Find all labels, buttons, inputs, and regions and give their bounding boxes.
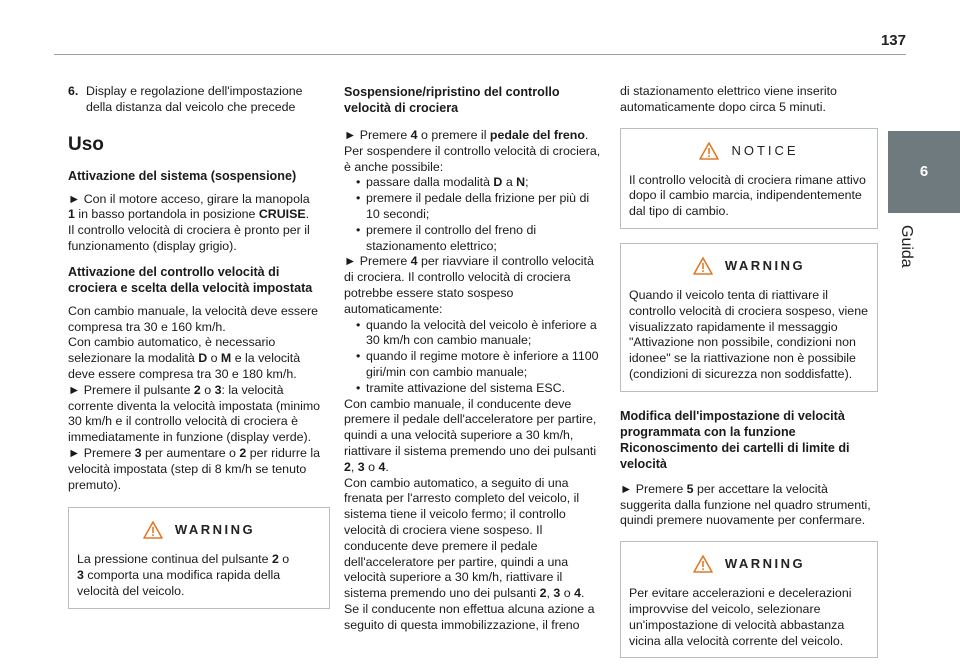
- text: e la velocità deve essere compresa tra 30 e 180 km/h.: [68, 351, 301, 381]
- text: ► Premere il pulsante: [68, 382, 194, 397]
- heading-modify-speed: Modifica dell'impostazione di velocità programmata con la funzione Riconoscimento dei cartelli di limite di velocità: [620, 408, 850, 471]
- button-ref: 2: [344, 459, 351, 474]
- text: .: [385, 459, 389, 474]
- paragraph: [68, 335, 330, 382]
- text: ,: [546, 586, 554, 601]
- text: o: [278, 552, 290, 567]
- button-ref: 4: [574, 586, 582, 601]
- column-1: [68, 84, 330, 623]
- paragraph: [620, 482, 878, 529]
- warning-triangle-icon: [693, 555, 713, 573]
- mode-ref: N: [516, 175, 526, 190]
- text: ;: [525, 175, 529, 190]
- text: Il controllo velocità di crociera è pronto per il funzionamento (display grigio).: [68, 223, 310, 253]
- header-rule: [54, 54, 906, 55]
- section-title: Uso: [68, 133, 104, 155]
- list-item: • tramite attivazione del sistema ESC.: [356, 381, 606, 397]
- button-ref: 4: [378, 459, 386, 474]
- warning-triangle-icon: [693, 257, 713, 275]
- text: o: [560, 586, 575, 601]
- text: Con cambio manuale, il conducente deve premere il pedale dell'acceleratore per partire, quindi a una velocità superiore a 30 km/h, riattivare il sistema premendo uno dei pulsanti: [344, 396, 597, 458]
- notice-text: Il controllo velocità di crociera rimane attivo dopo il cambio marcia, indipendentemente dal tipo di cambio.: [629, 172, 866, 219]
- warning-triangle-icon: [143, 521, 163, 539]
- text: ► Con il motore acceso, girare la manopola: [68, 191, 310, 206]
- warning-header: [77, 518, 321, 542]
- text: o premere il: [417, 128, 490, 142]
- mode-ref: CRUISE: [258, 207, 306, 222]
- paragraph: Per sospendere il controllo velocità di crociera, è anche possibile:: [344, 143, 601, 174]
- text: o: [207, 351, 221, 366]
- warning-title: WARNING: [174, 522, 256, 538]
- paragraph: [344, 476, 606, 602]
- text: per riavviare il controllo velocità di crociera. Il controllo velocità di crociera potrebbe essere stato sospeso automaticamente:: [344, 254, 594, 316]
- pedal-ref: pedale del freno: [489, 128, 585, 142]
- paragraph: Con cambio manuale, la velocità deve essere compresa tra 30 e 160 km/h.: [68, 303, 319, 334]
- text: o: [364, 459, 379, 474]
- warning-header: [629, 254, 869, 278]
- paragraph: [68, 383, 330, 446]
- chapter-label: Guida: [898, 225, 915, 268]
- paragraph: [344, 397, 606, 476]
- text: ► Premere: [68, 445, 135, 460]
- button-ref: 1: [68, 207, 75, 222]
- list-item: • premere il pedale della frizione per più di 10 secondi;: [356, 191, 606, 223]
- heading-suspend-resume: Sospensione/ripristino del controllo velocità di crociera: [344, 85, 560, 115]
- warning-box: [68, 507, 330, 608]
- text: Con cambio automatico, è necessario selezionare la modalità: [68, 335, 276, 366]
- text: o: [200, 382, 215, 397]
- button-ref: 2: [539, 586, 547, 601]
- item-text: Display e regolazione dell'impostazione della distanza dal veicolo che precede: [86, 84, 303, 114]
- text: .: [584, 128, 589, 142]
- bullet-list: [344, 175, 606, 254]
- column-2: [344, 84, 606, 634]
- text: passare dalla modalità: [366, 175, 494, 190]
- paragraph: [68, 446, 330, 493]
- button-ref: 4: [410, 254, 418, 269]
- text: La pressione continua del pulsante: [77, 552, 272, 567]
- heading-select-speed: Attivazione del controllo velocità di crociera e scelta della velocità impostata: [68, 264, 313, 295]
- warning-title: WARNING: [724, 556, 806, 572]
- paragraph: [68, 192, 330, 255]
- bullet-list: [344, 318, 606, 397]
- chapter-number: 6: [919, 163, 929, 180]
- button-ref: 3: [134, 445, 142, 460]
- text: per ridurre la velocità impostata (step di 8 km/h se tenuto premuto).: [68, 445, 320, 492]
- button-ref: 3: [77, 568, 84, 583]
- text: ► Premere: [344, 254, 411, 269]
- warning-text: Quando il veicolo tenta di riattivare il controllo velocità di crociera sospeso, viene visualizzato rapidamente il messaggio "Attivazione non possibile, condizioni non idonee" se la riattivazione non è possibile (condizioni di sicurezza non soddisfatte).: [629, 287, 868, 381]
- warning-box: [620, 541, 878, 658]
- mode-ref: M: [220, 351, 232, 366]
- button-ref: 5: [686, 481, 694, 496]
- text: Con cambio automatico, a seguito di una frenata per l'arresto completo del veicolo, il sistema tiene il veicolo fermo; il controllo velocità di crociera viene sospeso. Il conducente deve premere il pedale dell'acceleratore per partire, quindi a una velocità superiore a 30 km/h, riattivare il sistema premendo uno dei pulsanti: [344, 475, 580, 601]
- paragraph: [344, 128, 606, 144]
- warning-triangle-icon: [699, 142, 719, 160]
- mode-ref: D: [198, 351, 208, 366]
- text: .: [581, 586, 585, 601]
- notice-header: [629, 139, 869, 163]
- list-item: [356, 175, 606, 191]
- list-item: • quando il regime motore è inferiore a 1100 giri/min con cambio manuale;: [356, 349, 606, 381]
- page-number: 137: [880, 32, 906, 49]
- text: ► Premere: [344, 128, 411, 142]
- button-ref: 2: [193, 382, 201, 397]
- list-item: • premere il controllo del freno di stazionamento elettrico;: [356, 223, 606, 255]
- button-ref: 2: [239, 445, 247, 460]
- warning-text: [77, 552, 321, 599]
- warning-header: [629, 552, 869, 576]
- text: : la velocità corrente diventa la velocità impostata (minimo 30 km/h e il controllo velocità di crociera è immediatamente in funzione (display verde).: [68, 382, 321, 445]
- warning-title: WARNING: [724, 258, 806, 274]
- heading-activation: Attivazione del sistema (sospensione): [68, 168, 297, 183]
- text: ,: [350, 459, 358, 474]
- list-item: • quando la velocità del veicolo è inferiore a 30 km/h con cambio manuale;: [356, 318, 606, 350]
- column-3: [620, 84, 878, 672]
- text: per aumentare o: [141, 445, 240, 460]
- text: per accettare la velocità suggerita dalla funzione nel quadro strumenti, quindi premere nuovamente per confermare.: [620, 481, 871, 528]
- notice-box: [620, 128, 878, 229]
- button-ref: 2: [271, 552, 279, 567]
- item-number: 6.: [68, 84, 79, 98]
- button-ref: 3: [553, 586, 561, 601]
- button-ref: 3: [357, 459, 365, 474]
- warning-box: [620, 243, 878, 392]
- paragraph: [344, 254, 606, 317]
- warning-text: Per evitare accelerazioni e decelerazioni improvvise del veicolo, selezionare un'impostazione di velocità abbastanza vicina alla velocità corrente del veicolo.: [629, 586, 852, 648]
- text: a: [502, 175, 517, 190]
- button-ref: 4: [410, 128, 418, 142]
- paragraph: Se il conducente non effettua alcuna azione a seguito di questa immobilizzazione, il freno: [344, 601, 595, 632]
- notice-title: NOTICE: [731, 142, 799, 158]
- paragraph: di stazionamento elettrico viene inserito automaticamente dopo circa 5 minuti.: [620, 84, 837, 114]
- mode-ref: D: [493, 175, 503, 190]
- text: ► Premere: [620, 481, 687, 496]
- chapter-tab[interactable]: [888, 131, 960, 213]
- list-item-6: [68, 84, 330, 116]
- button-ref: 3: [214, 382, 222, 397]
- text: comporta una modifica rapida della velocità del veicolo.: [77, 568, 281, 598]
- text: .: [305, 207, 310, 222]
- text: in basso portandola in posizione: [74, 207, 259, 222]
